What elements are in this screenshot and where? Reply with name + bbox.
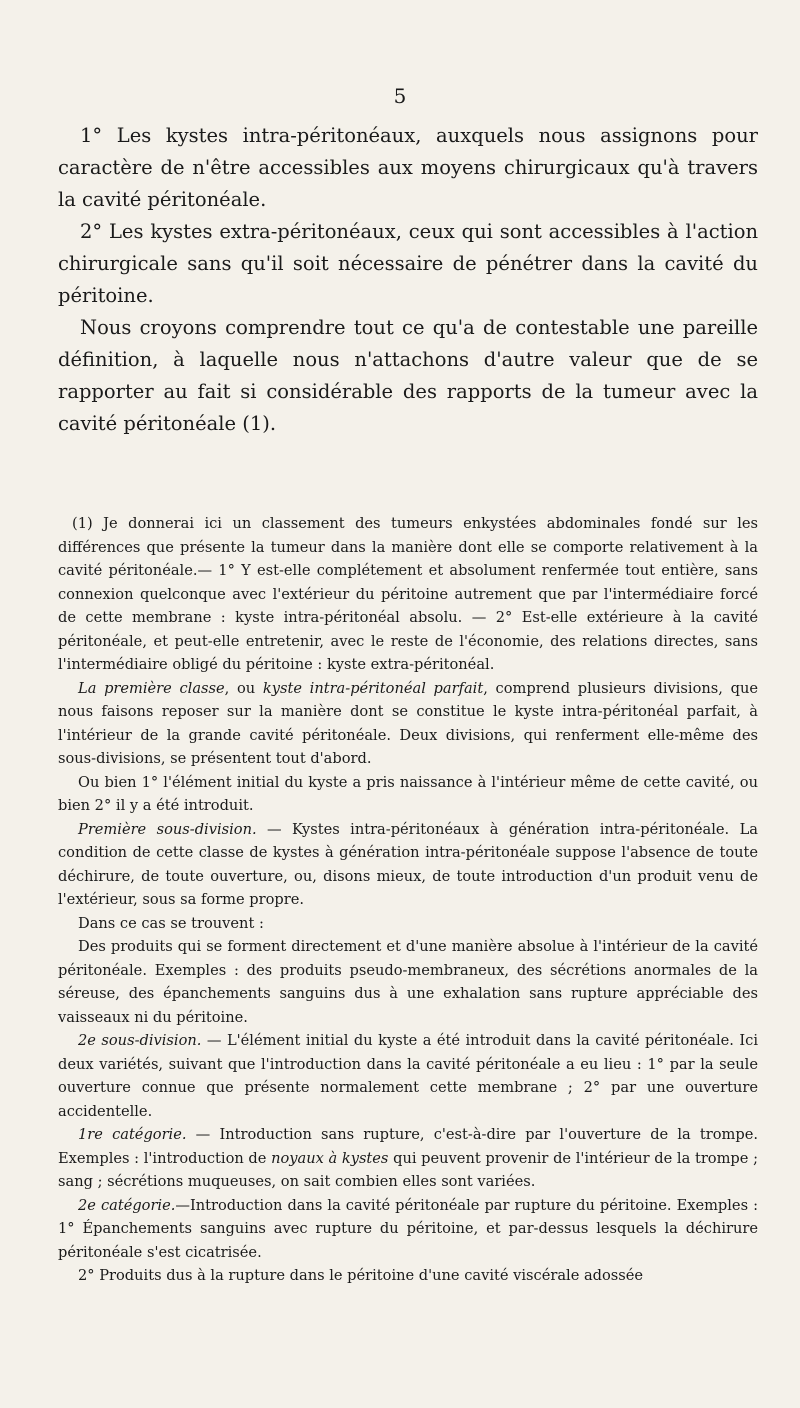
paragraph-extra-peritoneal: 2° Les kystes extra-péritonéaux, ceux qui sont accessibles à l'action chirurgicale sans qu'il soit nécessaire de pénétrer dans la cavité du péritoine.	[58, 220, 758, 307]
first-class-text: , comprend plusieurs divisions, que nous faisons reposer sur la manière dont se constitue le kyste intra-péritonéal parfait, à l'intérieur de la grande cavité péritonéale. Deux divisions, qui renferment elle-même des sous-divisions, se présentent tout d'abord.	[58, 679, 758, 767]
note-ruptured-products: 2° Produits dus à la rupture dans le péritoine d'une cavité viscérale adossée	[78, 1267, 644, 1284]
first-category-text-a: — Introduction sans rupture, c'est-à-dire par l'ouverture de la trompe. Exemples : l'introduction de	[58, 1126, 758, 1167]
note-cases: Dans ce cas se trouvent :	[78, 914, 264, 932]
second-category-text: —Introduction dans la cavité péritonéale par rupture du péritoine. Exemples : 1° Épanchements sanguins avec rupture du péritoine, et par-dessus lesquels la déchirure péritonéale s'est cicatrisée.	[58, 1196, 759, 1261]
paragraph-definition: Nous croyons comprendre tout ce qu'a de contestable une pareille définition, à laquelle nous n'attachons d'autre valeur que de se rapporter au fait si considérable des rapports de la tumeur avec la cavité péritonéale (1).	[58, 316, 758, 435]
paragraph-intra-peritoneal: 1° Les kystes intra-péritonéaux, auxquels nous assignons pour caractère de n'être accessibles aux moyens chirurgicaux qu'à travers la cavité péritonéale.	[58, 124, 758, 211]
second-subdivision-text: — L'élément initial du kyste a été introduit dans la cavité péritonéale. Ici deux variétés, suivant que l'introduction dans la cavité péritonéale a eu lieu : 1° par la seule ouverture connue que présente normalement cette membrane ; 2° par une ouverture accidentelle.	[58, 1032, 759, 1120]
first-class-term: kyste intra-péritonéal parfait	[262, 679, 484, 697]
second-subdivision-heading: 2e sous-division.	[78, 1032, 202, 1049]
first-class-heading: La première classe	[78, 679, 225, 697]
first-subdivision-text: — Kystes intra-péritonéaux à génération intra-péritonéale. La condition de cette classe de kystes à génération intra-péritonéale suppose l'absence de toute déchirure, de toute ouverture, ou, disons mieux, de toute introduction d'un produit venu de l'extérieur, sous sa forme propre.	[58, 820, 758, 908]
main-text	[58, 120, 758, 440]
first-subdivision-heading: Première sous-division.	[78, 820, 257, 838]
first-class-sep: , ou	[224, 679, 263, 697]
first-category-text-b: qui peuvent provenir de l'intérieur de la trompe ; sang ; sécrétions muqueuses, on sait combien elles sont variées.	[58, 1149, 758, 1190]
note-products: Des produits qui se forment directement et d'une manière absolue à l'intérieur de la cavité péritonéale. Exemples : des produits pseudo-membraneux, des sécrétions anormales de la séreuse, des épanchements sanguins dus à une exhalation sans rupture appréciable des vaisseaux ni du péritoine.	[58, 938, 758, 1026]
note-first-subdivision	[58, 818, 758, 912]
second-category-heading: 2e catégorie.	[78, 1196, 176, 1214]
note-second-subdivision	[58, 1029, 758, 1123]
note-origin: Ou bien 1° l'élément initial du kyste a pris naissance à l'intérieur même de cette cavité, ou bien 2° il y a été introduit.	[58, 773, 758, 814]
footnote-block	[58, 512, 758, 1288]
page-number: 5	[393, 84, 407, 108]
note-second-category	[58, 1194, 758, 1265]
footnote-1: (1) Je donnerai ici un classement des tumeurs enkystées abdominales fondé sur les différences que présente la tumeur dans la manière dont elle se comporte relativement à la cavité péritonéale.— 1° Y est-elle complétement et absolument renfermée tout entière, sans connexion quelconque avec l'extérieur du péritoine autrement que par l'intermédiaire forcé de cette membrane : kyste intra-péritonéal absolu. — 2° Est-elle extérieure à la cavité péritonéale, et peut-elle entretenir, avec le reste de l'économie, des relations directes, sans l'intermédiaire obligé du péritoine : kyste extra-péritonéal.	[58, 515, 758, 673]
note-first-class	[58, 677, 758, 771]
first-category-term: noyaux à kystes	[271, 1149, 389, 1167]
first-category-heading: 1re catégorie.	[78, 1126, 187, 1143]
note-first-category	[58, 1123, 758, 1194]
